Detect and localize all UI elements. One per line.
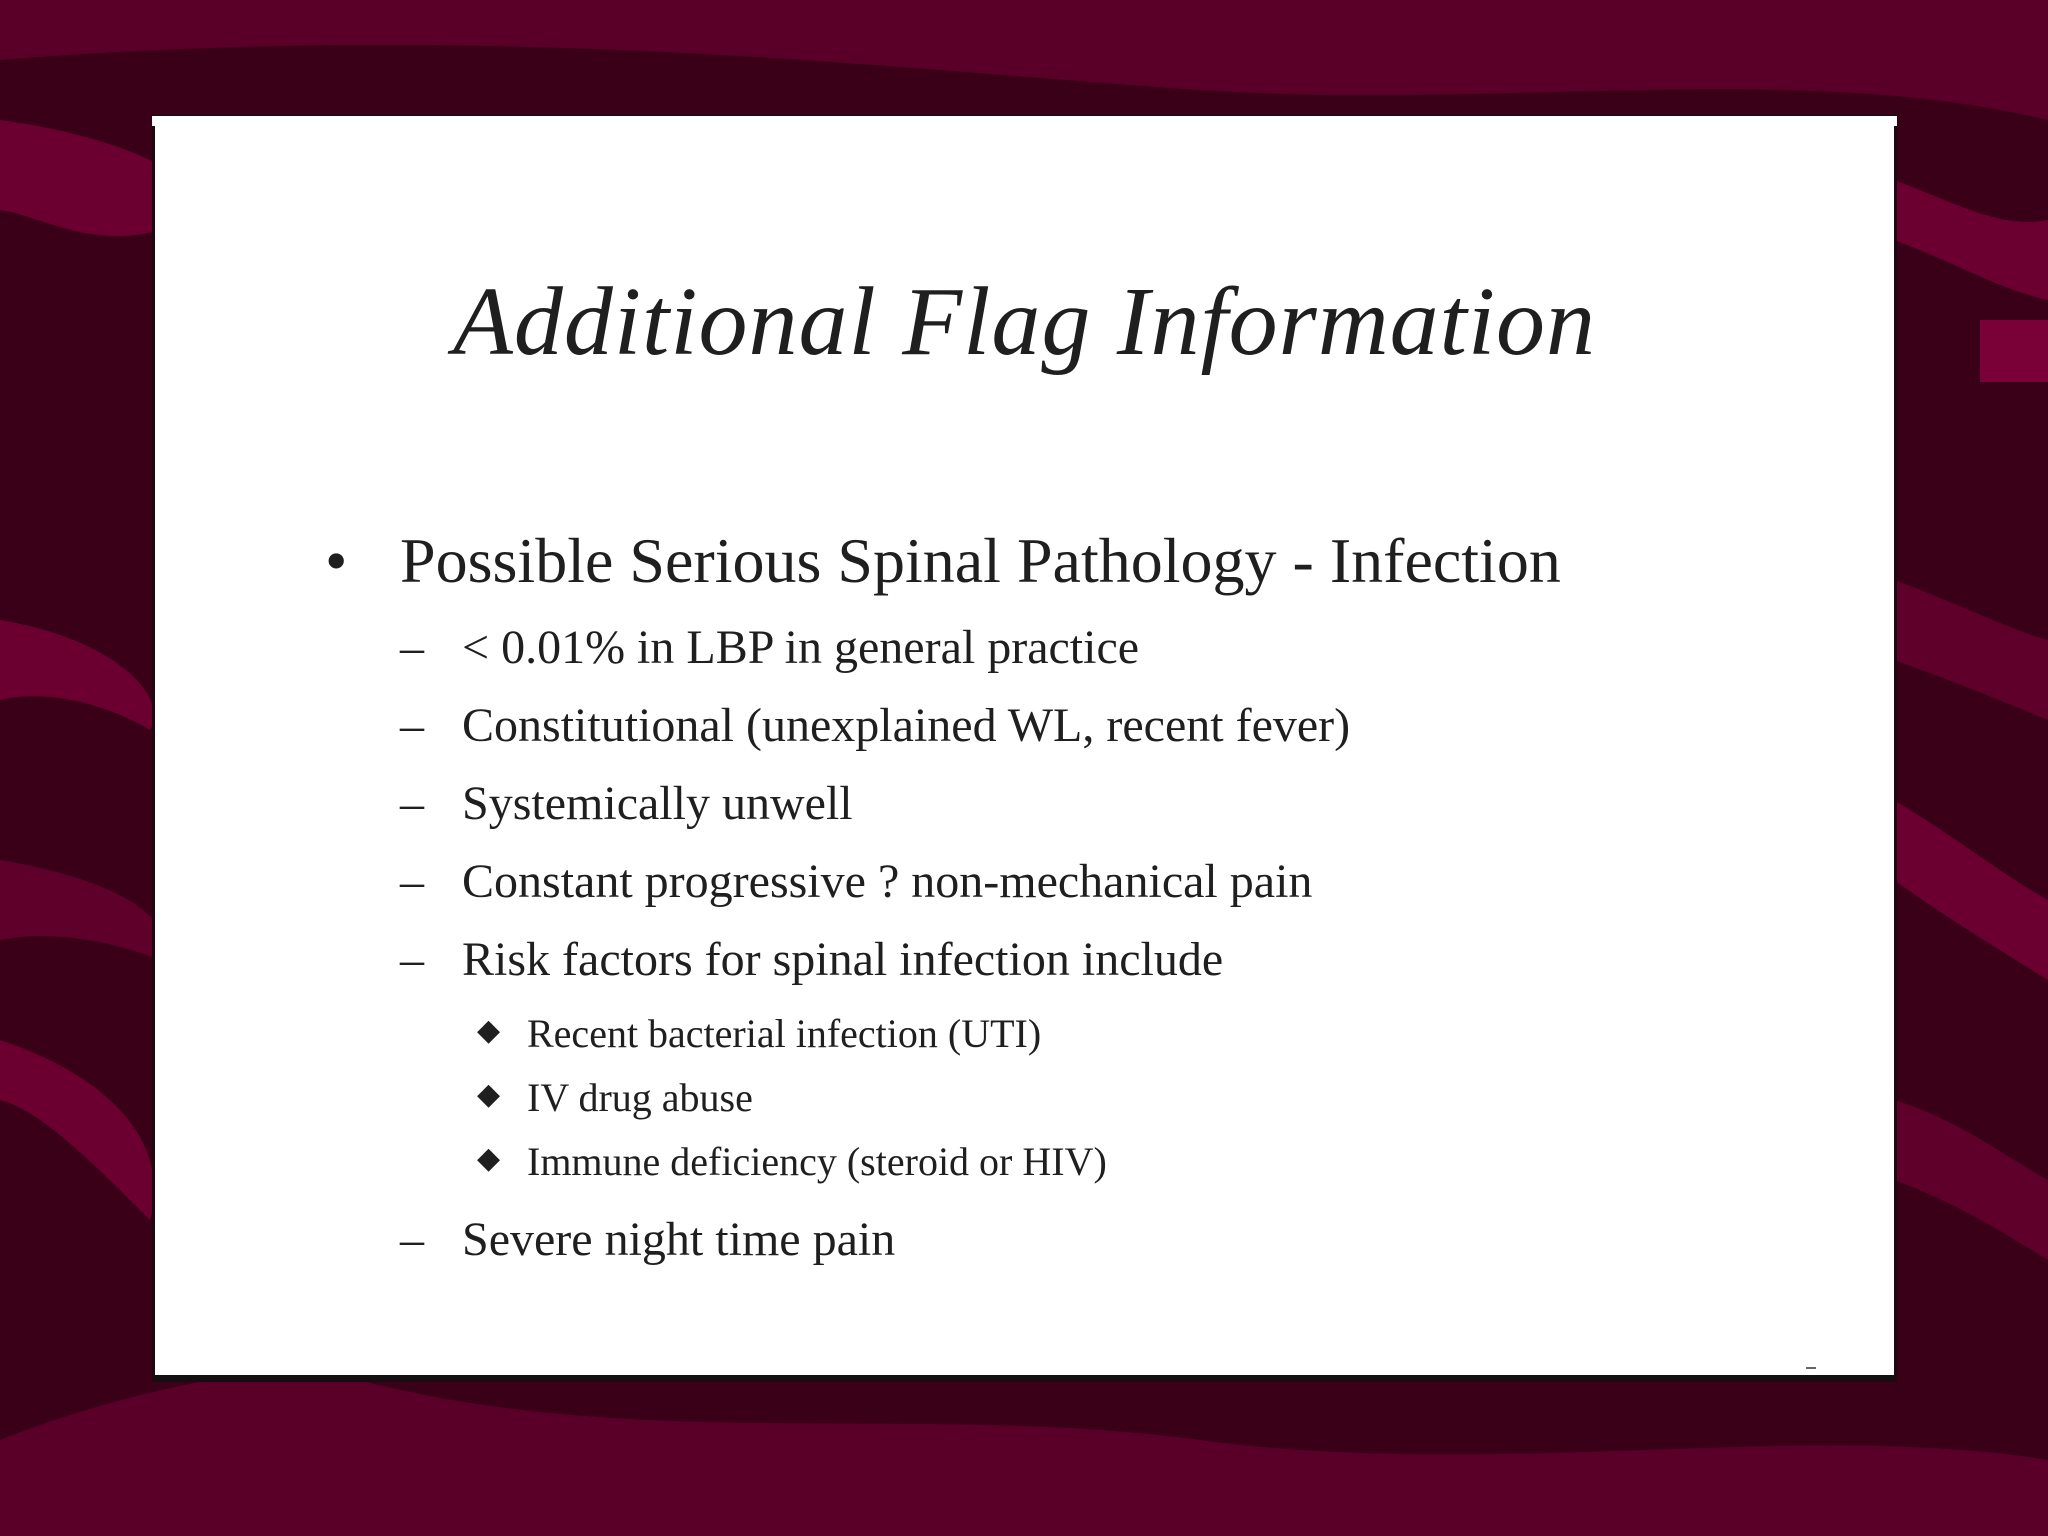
sub-point-text: Constant progressive ? non-mechanical pain <box>462 855 1313 908</box>
dash-glyph: – <box>400 699 424 752</box>
sub-point-text: Constitutional (unexplained WL, recent fever) <box>462 699 1351 752</box>
risk-factor-text: Immune deficiency (steroid or HIV) <box>527 1139 1107 1184</box>
diamond-bullet-icon: ◆ <box>477 1078 501 1111</box>
sub-point-text: Systemically unwell <box>462 777 853 830</box>
dash-glyph: – <box>400 777 424 830</box>
main-bullet-item <box>325 524 1825 606</box>
sub-point-item <box>325 932 1825 1010</box>
risk-factor-text: IV drug abuse <box>527 1075 753 1120</box>
sub-point-item <box>325 854 1825 932</box>
sub-point-text: Severe night time pain <box>462 1213 896 1266</box>
sub-point-item <box>325 776 1825 854</box>
dash-glyph: – <box>400 1213 424 1266</box>
risk-factor-item <box>325 1074 1825 1138</box>
slide-title: Additional Flag Information <box>452 268 1597 376</box>
slide-top-border <box>152 116 1897 126</box>
sub-point-item <box>325 698 1825 776</box>
diamond-bullet-icon: ◆ <box>477 1014 501 1047</box>
diamond-bullet-icon: ◆ <box>477 1142 501 1175</box>
sub-point-text: < 0.01% in LBP in general practice <box>462 621 1140 674</box>
dash-glyph: – <box>400 621 424 674</box>
slide-content <box>325 524 1825 1290</box>
sub-point-text: Risk factors for spinal infection include <box>462 933 1224 986</box>
slide-panel <box>155 118 1894 1379</box>
dash-glyph: – <box>400 933 424 986</box>
main-point-text: Possible Serious Spinal Pathology - Infection <box>400 525 1561 596</box>
risk-factor-item <box>325 1010 1825 1074</box>
risk-factor-text: Recent bacterial infection (UTI) <box>527 1011 1042 1056</box>
sub-point-item <box>325 620 1825 698</box>
corner-mark <box>1806 1367 1816 1369</box>
dash-glyph: – <box>400 855 424 908</box>
risk-factor-item <box>325 1138 1825 1202</box>
bullet-glyph: • <box>325 525 348 596</box>
sub-point-item <box>325 1212 1825 1290</box>
